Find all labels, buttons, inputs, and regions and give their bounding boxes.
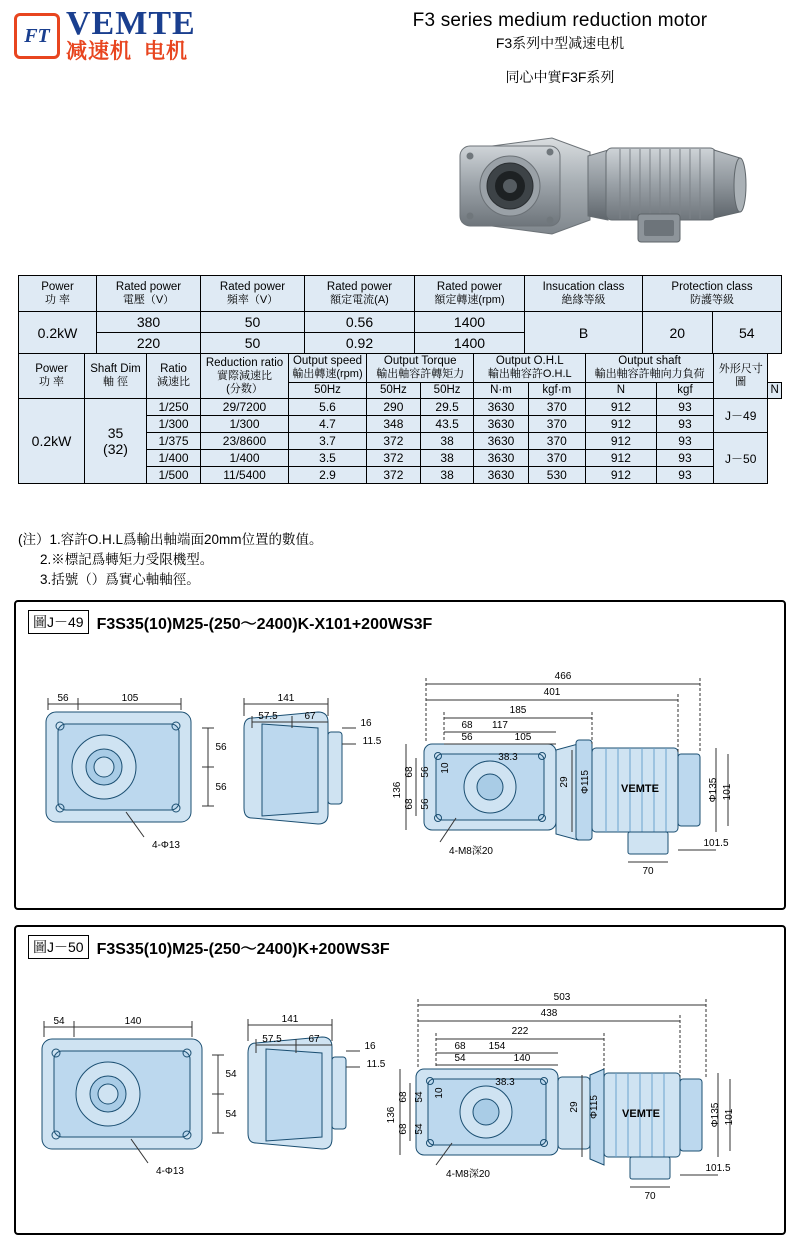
dim50-top-101: 101 xyxy=(724,1108,735,1126)
dim50-front-54: 54 xyxy=(53,1016,65,1027)
dim-front-4phi13: 4-Φ13 xyxy=(152,840,180,851)
t1-h6-cn: 防護等級 xyxy=(690,293,734,306)
t2-h7-en: Output shaft xyxy=(618,355,681,367)
dim50-top-10: 10 xyxy=(434,1087,445,1099)
t2-shaft-dim-alt: (32) xyxy=(103,441,128,457)
t1-h5-cn: 絶緣等級 xyxy=(561,293,606,306)
figure-j50-tag: 圖J－50 xyxy=(28,935,89,959)
t2-r1-shaft-kgf: 93 xyxy=(656,416,713,433)
dim50-front-4phi13: 4-Φ13 xyxy=(156,1166,184,1177)
t1-insulation: B xyxy=(525,312,643,354)
t2-r3-kgfm: 38 xyxy=(420,450,474,467)
figure-j50-drawing xyxy=(16,957,784,1232)
t2-r0-ohl-n: 3630 xyxy=(474,399,528,416)
dim-top-38-3: 38.3 xyxy=(498,752,518,763)
notes-block xyxy=(18,530,323,590)
t2-h8-cn: 外形尺寸圖 xyxy=(718,363,763,388)
t2-r4-ohl-n: 3630 xyxy=(474,467,528,484)
t1-r0-freq: 50 xyxy=(201,312,305,333)
t1-h3-en: Rated power xyxy=(326,280,393,293)
dim50-top-phi135: Φ135 xyxy=(710,1102,721,1128)
spec-tables xyxy=(18,275,782,484)
dim50-top-54: 54 xyxy=(454,1053,466,1064)
t1-h4-en: Rated power xyxy=(436,280,503,293)
t2-r1-ratio: 1/300 xyxy=(147,416,201,433)
t1-r1-speed: 1400 xyxy=(415,333,525,354)
t2-r4-nm: 372 xyxy=(367,467,421,484)
dim-front-105: 105 xyxy=(121,693,139,704)
t2-r4-ohl-kgf: 530 xyxy=(528,467,586,484)
t1-h0-en: Power xyxy=(41,280,74,293)
dim50-top-101-5: 101.5 xyxy=(705,1163,731,1174)
t2-r2-shaft-kgf: 93 xyxy=(656,433,713,450)
title-english: F3 series medium reduction motor xyxy=(412,10,708,31)
t2-r0-reduction: 29/7200 xyxy=(201,399,289,416)
page-title xyxy=(330,10,790,87)
t2-h5-cn: 輸出軸容許轉矩力 xyxy=(376,368,465,380)
t2-h4-en: Output speed xyxy=(292,355,363,367)
t2-r0-speed: 5.6 xyxy=(289,399,367,416)
t2-power: 0.2kW xyxy=(19,399,85,484)
t2-r0-shaft-kgf: 93 xyxy=(656,399,713,416)
t2-h5-en: Output Torque xyxy=(383,355,457,367)
t1-r1-current: 0.92 xyxy=(305,333,415,354)
dim-top-401: 401 xyxy=(543,687,561,698)
t1-h5-en: Insucation class xyxy=(542,280,625,293)
t2-r3-speed: 3.5 xyxy=(289,450,367,467)
t2-sub-1: 50Hz xyxy=(367,383,421,399)
dim50-side-67: 67 xyxy=(308,1034,320,1045)
t1-h3-cn: 額定電流(A) xyxy=(330,293,389,306)
t2-h3-cn: 實際減速比 xyxy=(217,369,272,382)
t2-r4-shaft-kgf: 93 xyxy=(656,467,713,484)
t2-r2-speed: 3.7 xyxy=(289,433,367,450)
figure-panel-j50 xyxy=(14,925,786,1235)
t1-h2-en: Rated power xyxy=(219,280,286,293)
dim50-top-222: 222 xyxy=(511,1026,529,1037)
t1-protection-a: 20 xyxy=(643,312,713,354)
t2-sub-4: kgf·m xyxy=(528,383,586,399)
dim-side-57-5: 57.5 xyxy=(258,711,278,722)
brand-cn-left: 减速机 xyxy=(66,40,132,63)
t2-r1-kgfm: 43.5 xyxy=(420,416,474,433)
dim50-top-29: 29 xyxy=(569,1101,580,1113)
t2-r2-kgfm: 38 xyxy=(420,433,474,450)
t2-sub-0: 50Hz xyxy=(289,383,367,399)
t2-r3-nm: 372 xyxy=(367,450,421,467)
t2-r3-reduction: 1/400 xyxy=(201,450,289,467)
dim-top-117: 117 xyxy=(492,720,508,731)
t2-h6-en: Output O.H.L xyxy=(495,355,564,367)
t2-h1-cn: 軸 徑 xyxy=(102,376,129,388)
t1-h6-en: Protection class xyxy=(671,280,753,293)
figure-j49-drawing xyxy=(16,632,784,907)
t2-sub-2: 50Hz xyxy=(420,383,474,399)
t2-r3-ratio: 1/400 xyxy=(147,450,201,467)
dim50-side-11-5: 11.5 xyxy=(366,1059,386,1070)
figure-j49-tag: 圖J－49 xyxy=(28,610,89,634)
note-3: 3.括號（）爲實心軸軸徑。 xyxy=(40,572,200,587)
figure-j50-title xyxy=(28,935,390,959)
t1-power: 0.2kW xyxy=(19,312,97,354)
t2-r1-reduction: 1/300 xyxy=(201,416,289,433)
t2-h4-cn: 輸出轉速(rpm) xyxy=(292,368,363,380)
t2-h3-en: Reduction ratio xyxy=(205,356,284,369)
brand-chinese-name xyxy=(66,40,196,64)
dim-top-136: 136 xyxy=(392,781,403,799)
motor-brand-label: VEMTE xyxy=(621,783,659,795)
t2-r3-ohl-n: 3630 xyxy=(474,450,528,467)
motor-brand-label-2: VEMTE xyxy=(622,1108,660,1120)
rated-power-table xyxy=(18,275,782,354)
dim50-top-438: 438 xyxy=(540,1008,558,1019)
t2-sub-7: N xyxy=(768,383,782,399)
dim50-top-4m8: 4-M8深20 xyxy=(446,1169,490,1180)
t1-h2-cn: 頻率（V） xyxy=(226,293,279,306)
t2-shaft-dim-main: 35 xyxy=(107,425,124,441)
title-subtitle: 同心中實F3F系列 xyxy=(505,69,615,85)
dim-top-56: 56 xyxy=(461,732,473,743)
t2-r3-shaft-kgf: 93 xyxy=(656,450,713,467)
dim50-top-154: 154 xyxy=(488,1041,506,1052)
t1-r1-freq: 50 xyxy=(201,333,305,354)
t2-r1-ohl-n: 3630 xyxy=(474,416,528,433)
dim50-front-140: 140 xyxy=(124,1016,142,1027)
dim-front-56c: 56 xyxy=(215,782,227,793)
note-1: (注）1.容許O.H.L爲輸出軸端面20mm位置的數值。 xyxy=(18,532,323,547)
t2-r1-shaft-n: 912 xyxy=(586,416,657,433)
t2-sub-6: kgf xyxy=(656,383,713,399)
dim-top-10: 10 xyxy=(440,762,451,774)
t2-r1-ohl-kgf: 370 xyxy=(528,416,586,433)
dim-top-105: 105 xyxy=(514,732,532,743)
dim-side-67: 67 xyxy=(304,711,316,722)
t2-r4-speed: 2.9 xyxy=(289,467,367,484)
dim50-top-phi115: Φ115 xyxy=(589,1095,600,1119)
title-chinese: F3系列中型减速电机 xyxy=(495,35,625,51)
t2-sub-5: N xyxy=(586,383,657,399)
t2-r4-reduction: 11/5400 xyxy=(201,467,289,484)
dim-top-29: 29 xyxy=(559,776,570,788)
dim50-top-54b: 54 xyxy=(414,1091,425,1103)
brand-logo xyxy=(14,5,196,64)
dim-top-phi135: Φ135 xyxy=(708,777,719,803)
dim50-front-54c: 54 xyxy=(225,1109,237,1120)
brand-cn-right: 电机 xyxy=(144,40,188,63)
t2-figref-bottom: J－50 xyxy=(714,433,768,484)
note-2: 2.※標記爲轉矩力受限機型。 xyxy=(40,552,214,567)
t2-r4-ratio: 1/500 xyxy=(147,467,201,484)
dim-top-68c: 68 xyxy=(404,798,415,810)
t2-h0-cn: 功 率 xyxy=(38,376,65,388)
dim50-top-54c: 54 xyxy=(414,1123,425,1135)
t2-r0-nm: 290 xyxy=(367,399,421,416)
dim50-top-136: 136 xyxy=(386,1106,397,1124)
dim50-top-70: 70 xyxy=(644,1191,656,1202)
dim-top-101: 101 xyxy=(722,783,733,801)
dim-side-141: 141 xyxy=(277,693,295,704)
t2-shaft-dim xyxy=(85,399,147,484)
dim50-side-141: 141 xyxy=(281,1014,299,1025)
dim-side-16: 16 xyxy=(360,718,372,729)
dim50-top-503: 503 xyxy=(553,992,571,1003)
dim-top-70: 70 xyxy=(642,866,654,877)
t2-r0-ohl-kgf: 370 xyxy=(528,399,586,416)
dim-top-185: 185 xyxy=(509,705,527,716)
t2-h2-cn: 減速比 xyxy=(157,376,190,388)
figure-j50-model: F3S35(10)M25-(250～2400)K+200WS3F xyxy=(96,940,390,958)
dim-side-11-5: 11.5 xyxy=(362,736,382,747)
t2-figref-top: J－49 xyxy=(714,399,768,433)
t1-h1-cn: 電壓（V） xyxy=(122,293,175,306)
t2-h7-cn: 輸出軸容許軸向力負荷 xyxy=(594,368,705,380)
dim50-top-68b: 68 xyxy=(398,1091,409,1103)
dim50-side-57-5: 57.5 xyxy=(262,1034,282,1045)
t2-r0-shaft-n: 912 xyxy=(586,399,657,416)
t2-h2-en: Ratio xyxy=(160,363,187,375)
t2-r2-ratio: 1/375 xyxy=(147,433,201,450)
logo-mark-icon: FT xyxy=(14,13,60,59)
page-header xyxy=(0,0,800,92)
t2-h0-en: Power xyxy=(35,363,68,375)
dim50-top-140: 140 xyxy=(513,1053,531,1064)
dim-top-101-5: 101.5 xyxy=(703,838,729,849)
dim-top-56b: 56 xyxy=(420,766,431,778)
dim50-side-16: 16 xyxy=(364,1041,376,1052)
dim50-top-68c: 68 xyxy=(398,1123,409,1135)
t2-h3-cn2: (分数） xyxy=(226,382,263,395)
t1-r0-speed: 1400 xyxy=(415,312,525,333)
dim-top-466: 466 xyxy=(554,671,572,682)
dim-front-56b: 56 xyxy=(215,742,227,753)
t2-r2-ohl-kgf: 370 xyxy=(528,433,586,450)
t1-protection-b: 54 xyxy=(712,312,782,354)
t2-r0-kgfm: 29.5 xyxy=(420,399,474,416)
t2-r3-shaft-n: 912 xyxy=(586,450,657,467)
figure-j49-model: F3S35(10)M25-(250～2400)K-X101+200WS3F xyxy=(96,615,433,633)
t1-r0-voltage: 380 xyxy=(97,312,201,333)
t2-r2-shaft-n: 912 xyxy=(586,433,657,450)
dim-top-68b: 68 xyxy=(404,766,415,778)
t2-r4-kgfm: 38 xyxy=(420,467,474,484)
dim-top-phi115: Φ115 xyxy=(580,770,591,794)
figure-j49-title xyxy=(28,610,432,634)
dim-top-4m8: 4-M8深20 xyxy=(449,846,493,857)
output-spec-table xyxy=(18,353,782,484)
t1-h0-cn: 功 率 xyxy=(44,293,71,306)
t2-r2-ohl-n: 3630 xyxy=(474,433,528,450)
t2-r1-nm: 348 xyxy=(367,416,421,433)
t2-r1-speed: 4.7 xyxy=(289,416,367,433)
t2-sub-3: N·m xyxy=(474,383,528,399)
t2-r2-reduction: 23/8600 xyxy=(201,433,289,450)
dim50-front-54b: 54 xyxy=(225,1069,237,1080)
t2-h1-en: Shaft Dim xyxy=(90,363,141,375)
t1-h1-en: Rated power xyxy=(115,280,182,293)
brand-latin-name: VEMTE xyxy=(66,5,196,42)
dim-top-56c: 56 xyxy=(420,798,431,810)
t2-r2-nm: 372 xyxy=(367,433,421,450)
dim-front-56: 56 xyxy=(57,693,69,704)
t1-r0-current: 0.56 xyxy=(305,312,415,333)
figure-panel-j49 xyxy=(14,600,786,910)
product-photo xyxy=(440,120,780,250)
t2-r3-ohl-kgf: 370 xyxy=(528,450,586,467)
t2-r4-shaft-n: 912 xyxy=(586,467,657,484)
t1-r1-voltage: 220 xyxy=(97,333,201,354)
t2-h6-cn: 輸出軸容許O.H.L xyxy=(487,368,572,380)
t1-h4-cn: 額定轉速(rpm) xyxy=(434,293,505,306)
t2-r0-ratio: 1/250 xyxy=(147,399,201,416)
dim50-top-38-3: 38.3 xyxy=(495,1077,515,1088)
dim50-top-68: 68 xyxy=(454,1041,466,1052)
dim-top-68: 68 xyxy=(461,720,473,731)
